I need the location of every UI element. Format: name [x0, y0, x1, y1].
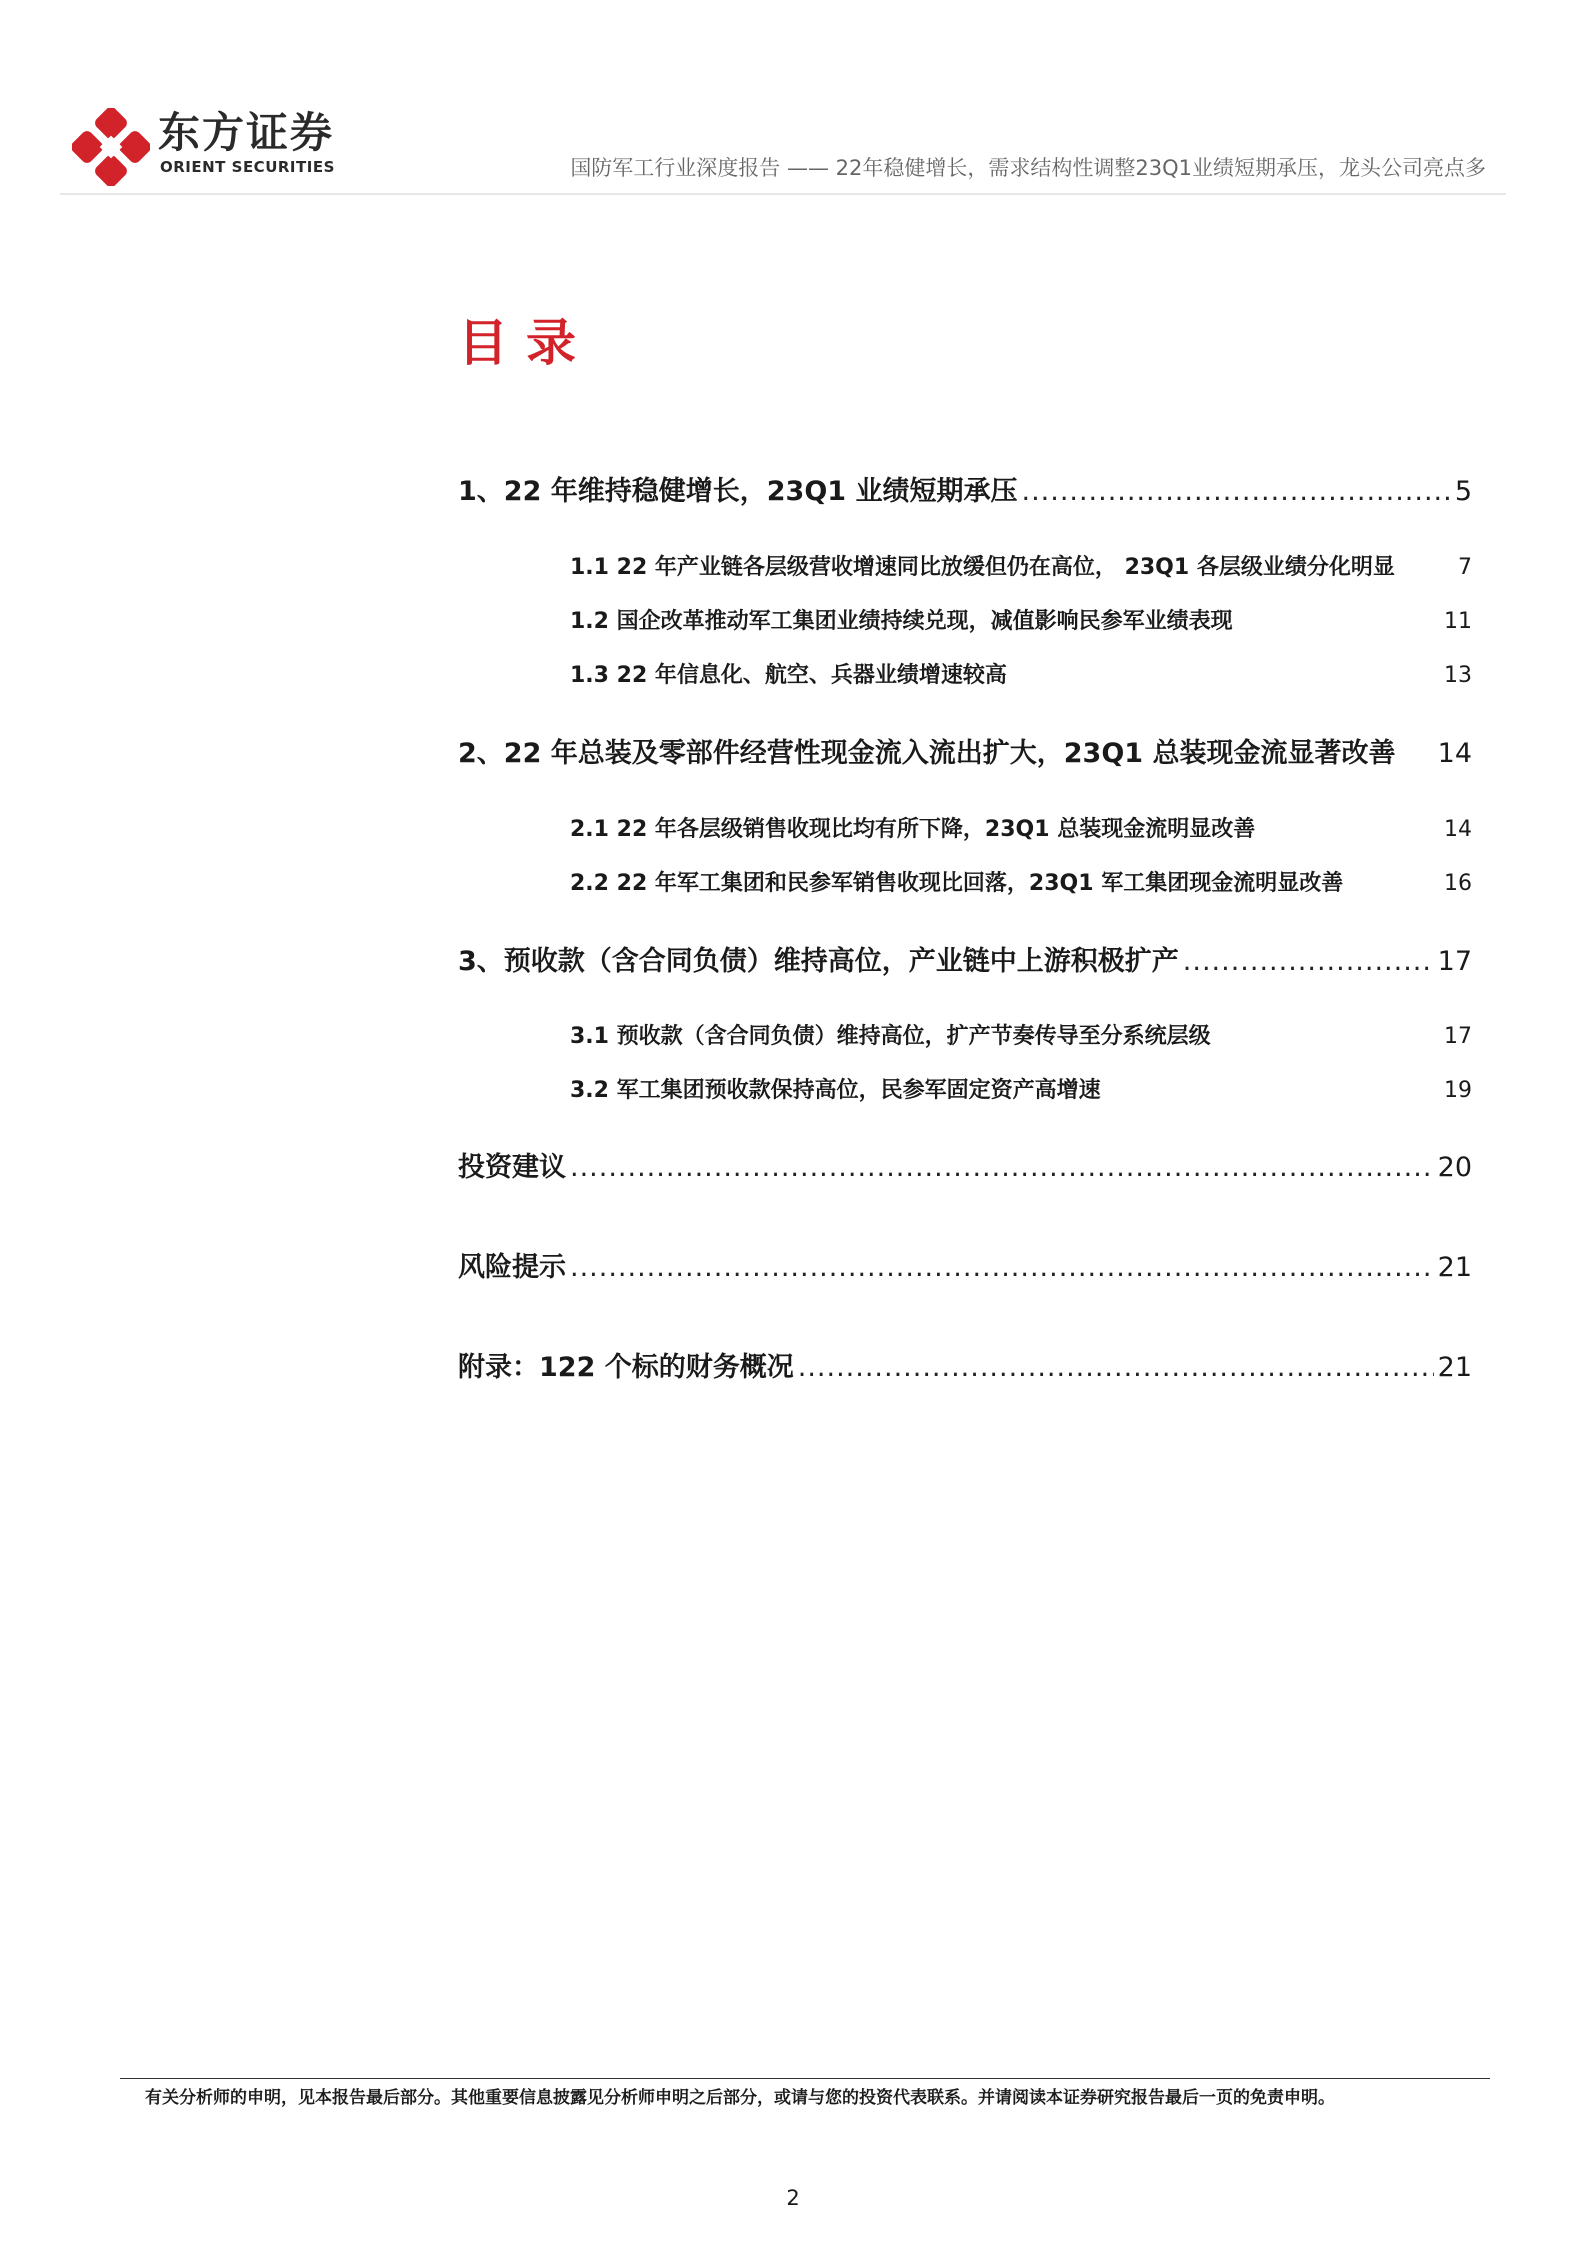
- toc-entry-title: 风险提示: [458, 1252, 566, 1283]
- toc-entry-page: 5: [1454, 476, 1472, 507]
- toc-leader-dots: [570, 1152, 1434, 1183]
- toc-entry-risk-warning[interactable]: [458, 1245, 1472, 1284]
- toc-entry-section-2-1[interactable]: [458, 812, 1472, 843]
- toc-entry-section-1-1[interactable]: [458, 550, 1472, 581]
- report-title: 国防军工行业深度报告 —— 22年稳健增长，需求结构性调整23Q1业绩短期承压，龙头公司亮点多: [570, 156, 1486, 180]
- toc-entry-page: 17: [1437, 946, 1472, 977]
- toc-leader-dots: [1183, 946, 1434, 977]
- toc-entry-title: 1.2 国企改革推动军工集团业绩持续兑现，减值影响民参军业绩表现: [570, 609, 1233, 634]
- toc-entry-section-1-2[interactable]: [458, 604, 1472, 635]
- toc-entry-page: 11: [1444, 609, 1472, 634]
- toc-entry-section-1[interactable]: [458, 469, 1472, 508]
- logo-chinese-name: 东方证券: [158, 108, 335, 157]
- header-divider: [60, 193, 1506, 195]
- toc-heading: 目录: [458, 314, 594, 372]
- toc-entry-page: 7: [1458, 555, 1472, 580]
- toc-entry-title: 1.1 22 年产业链各层级营收增速同比放缓但仍在高位， 23Q1 各层级业绩分化明显: [570, 555, 1395, 580]
- toc-entry-section-3-2[interactable]: [458, 1073, 1472, 1104]
- toc-entry-title: 2.2 22 年军工集团和民参军销售收现比回落，23Q1 军工集团现金流明显改善: [570, 871, 1344, 896]
- toc-entry-title: 附录：122 个标的财务概况: [458, 1352, 794, 1383]
- toc-entry-title: 2.1 22 年各层级销售收现比均有所下降，23Q1 总装现金流明显改善: [570, 817, 1256, 842]
- toc-entry-page: 17: [1444, 1024, 1472, 1049]
- toc-entry-page: 19: [1444, 1078, 1472, 1103]
- toc-entry-section-3[interactable]: [458, 939, 1472, 978]
- toc-entry-title: 1.3 22 年信息化、航空、兵器业绩增速较高: [570, 663, 1007, 688]
- toc-entry-section-2[interactable]: [458, 731, 1472, 770]
- toc-entry-title: 3.2 军工集团预收款保持高位，民参军固定资产高增速: [570, 1078, 1101, 1103]
- toc-leader-dots: [1021, 476, 1450, 507]
- footer-disclaimer: 有关分析师的申明，见本报告最后部分。其他重要信息披露见分析师申明之后部分，或请与您的投资代表联系。并请阅读本证券研究报告最后一页的免责申明。: [145, 2088, 1335, 2108]
- toc-entry-page: 14: [1437, 738, 1472, 769]
- logo-english-name: ORIENT SECURITIES: [160, 158, 335, 176]
- toc-leader-dots: [570, 1252, 1434, 1283]
- toc-entry-page: 21: [1437, 1252, 1472, 1283]
- toc-entry-title: 3、预收款（含合同负债）维持高位，产业链中上游积极扩产: [458, 946, 1179, 977]
- toc-leader-dots: [798, 1352, 1434, 1383]
- toc-entry-section-1-3[interactable]: [458, 658, 1472, 689]
- toc-entry-title: 2、22 年总装及零部件经营性现金流入流出扩大，23Q1 总装现金流显著改善: [458, 738, 1396, 769]
- toc-entry-page: 21: [1437, 1352, 1472, 1383]
- toc-entry-title: 3.1 预收款（含合同负债）维持高位，扩产节奏传导至分系统层级: [570, 1024, 1211, 1049]
- toc-entry-appendix[interactable]: [458, 1345, 1472, 1384]
- page-number: 2: [786, 2186, 800, 2210]
- orient-securities-logo-icon: [72, 108, 150, 186]
- toc-entry-page: 20: [1437, 1152, 1472, 1183]
- toc-entry-investment-advice[interactable]: [458, 1145, 1472, 1184]
- toc-entry-title: 1、22 年维持稳健增长，23Q1 业绩短期承压: [458, 476, 1018, 507]
- toc-entry-page: 14: [1444, 817, 1472, 842]
- toc-entry-page: 16: [1444, 871, 1472, 896]
- toc-entry-section-3-1[interactable]: [458, 1019, 1472, 1050]
- toc-entry-page: 13: [1444, 663, 1472, 688]
- toc-entry-title: 投资建议: [458, 1152, 566, 1183]
- toc-entry-section-2-2[interactable]: [458, 866, 1472, 897]
- footer-divider: [120, 2078, 1490, 2079]
